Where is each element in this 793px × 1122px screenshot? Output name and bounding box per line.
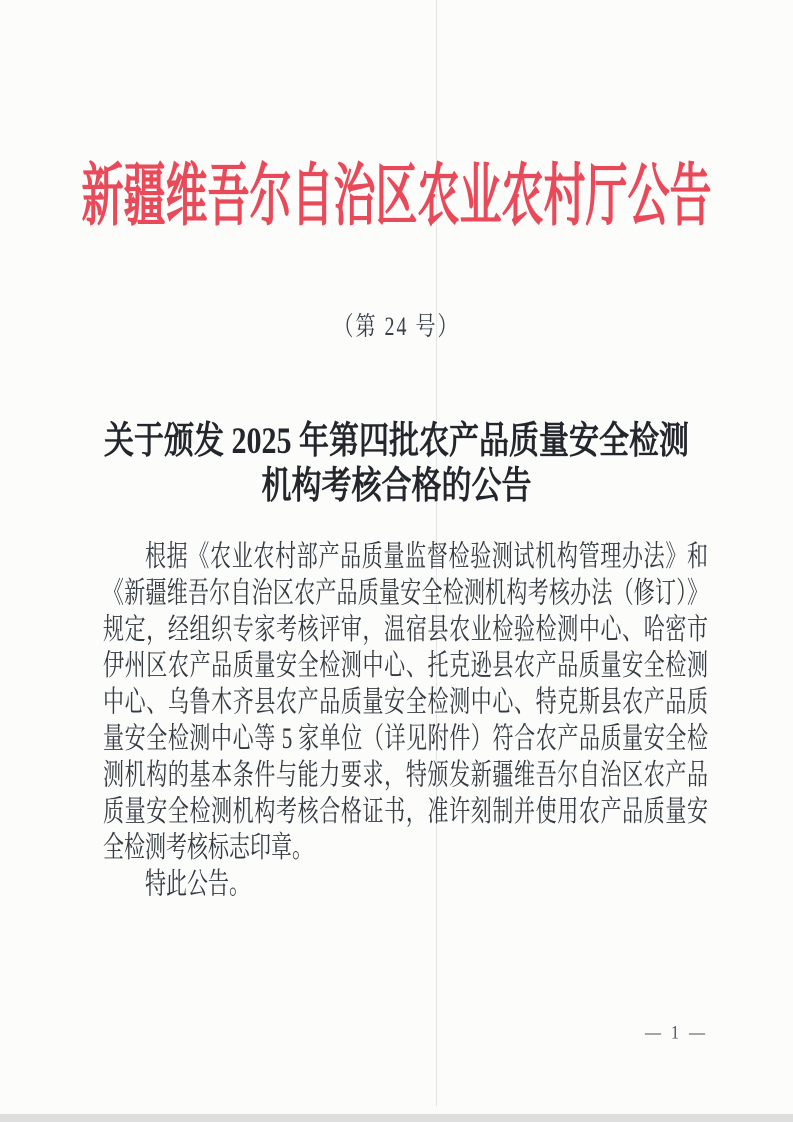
body-line: 《新疆维吾尔自治区农产品质量安全检测机构考核办法（修订）》 <box>103 575 708 610</box>
announcement-heading <box>0 419 793 509</box>
body-line: 测机构的基本条件与能力要求，特颁发新疆维吾尔自治区农产品 <box>103 757 708 792</box>
body-line: 量安全检测中心等 5 家单位（详见附件）符合农产品质量安全检 <box>103 721 708 755</box>
announcement-heading-line1: 关于颁发 2025 年第四批农产品质量安全检测 <box>104 420 689 462</box>
document-title: 新疆维吾尔自治区农业农村厅公告 <box>81 160 712 236</box>
closing-line: 特此公告。 <box>145 867 250 901</box>
body-line: 全检测考核标志印章。 <box>103 830 313 865</box>
body-line: 质量安全检测机构考核合格证书，准许刻制并使用农产品质量安 <box>103 794 708 828</box>
scan-bottom-edge <box>0 1114 793 1122</box>
issue-number: （第 24 号） <box>333 312 460 342</box>
body-paragraph <box>103 538 708 902</box>
body-line: 规定，经组织专家考核评审，温宿县农业检验检测中心、哈密市 <box>103 612 708 646</box>
body-line: 中心、乌鲁木齐县农产品质量安全检测中心、特克斯县农产品质 <box>103 685 708 719</box>
page-number: — 1 — <box>645 1022 708 1044</box>
announcement-heading-line2: 机构考核合格的公告 <box>261 465 532 507</box>
body-line: 根据《农业农村部产品质量监督检验测试机构管理办法》和 <box>145 539 708 573</box>
body-line: 伊州区农产品质量安全检测中心、托克逊县农产品质量安全检测 <box>103 648 708 683</box>
